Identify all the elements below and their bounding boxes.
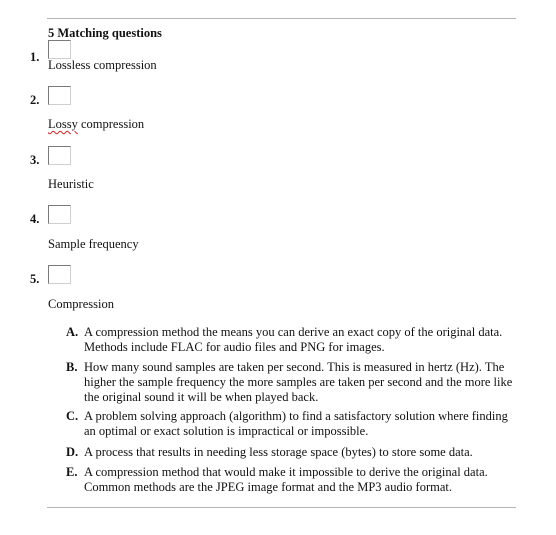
answer-input-4[interactable] bbox=[48, 205, 71, 224]
answer-input-3[interactable] bbox=[48, 146, 71, 165]
question-term-1: Lossless compression bbox=[48, 58, 157, 72]
answer-option-a bbox=[66, 325, 516, 355]
bottom-divider bbox=[47, 507, 516, 508]
answer-input-1[interactable] bbox=[48, 40, 71, 59]
spellcheck-word: Lossy bbox=[48, 117, 78, 131]
answer-input-2[interactable] bbox=[48, 86, 71, 105]
answer-option-c bbox=[66, 409, 516, 439]
section-title: 5 Matching questions bbox=[48, 26, 162, 40]
answer-option-b bbox=[66, 360, 516, 405]
answer-text: How many sound samples are taken per second. This is measured in hertz (Hz). The higher the sample frequency the more samples are taken per second and the more like the original sound it will be when played back. bbox=[84, 360, 513, 404]
answer-text: A process that results in needing less storage space (bytes) to store some data. bbox=[84, 445, 473, 459]
answer-text: A compression method the means you can derive an exact copy of the original data. Methods include FLAC for audio files and PNG for images. bbox=[84, 325, 503, 354]
answer-letter: B. bbox=[66, 360, 78, 374]
top-divider bbox=[47, 18, 516, 19]
answer-input-5[interactable] bbox=[48, 265, 71, 284]
question-term-2 bbox=[48, 117, 144, 132]
answer-letter: E. bbox=[66, 465, 78, 479]
answer-letter: C. bbox=[66, 409, 79, 423]
question-term-4: Sample frequency bbox=[48, 237, 139, 251]
answer-letter: D. bbox=[66, 445, 79, 459]
question-number-3: 3. bbox=[30, 153, 40, 167]
question-number-2: 2. bbox=[30, 93, 40, 107]
answer-text: A problem solving approach (algorithm) to find a satisfactory solution where finding an optimal or exact solution is impractical or impossible. bbox=[84, 409, 508, 438]
answer-option-e bbox=[66, 465, 516, 495]
question-number-1: 1. bbox=[30, 50, 40, 64]
question-number-4: 4. bbox=[30, 212, 40, 226]
question-term-2-rest: compression bbox=[77, 117, 145, 131]
question-term-5: Compression bbox=[48, 297, 114, 311]
answer-letter: A. bbox=[66, 325, 79, 339]
answer-text: A compression method that would make it impossible to derive the original data. Common methods are the JPEG image format and the MP3 audio format. bbox=[84, 465, 488, 494]
answer-option-d bbox=[66, 445, 516, 460]
question-number-5: 5. bbox=[30, 272, 40, 286]
question-term-3: Heuristic bbox=[48, 177, 94, 191]
